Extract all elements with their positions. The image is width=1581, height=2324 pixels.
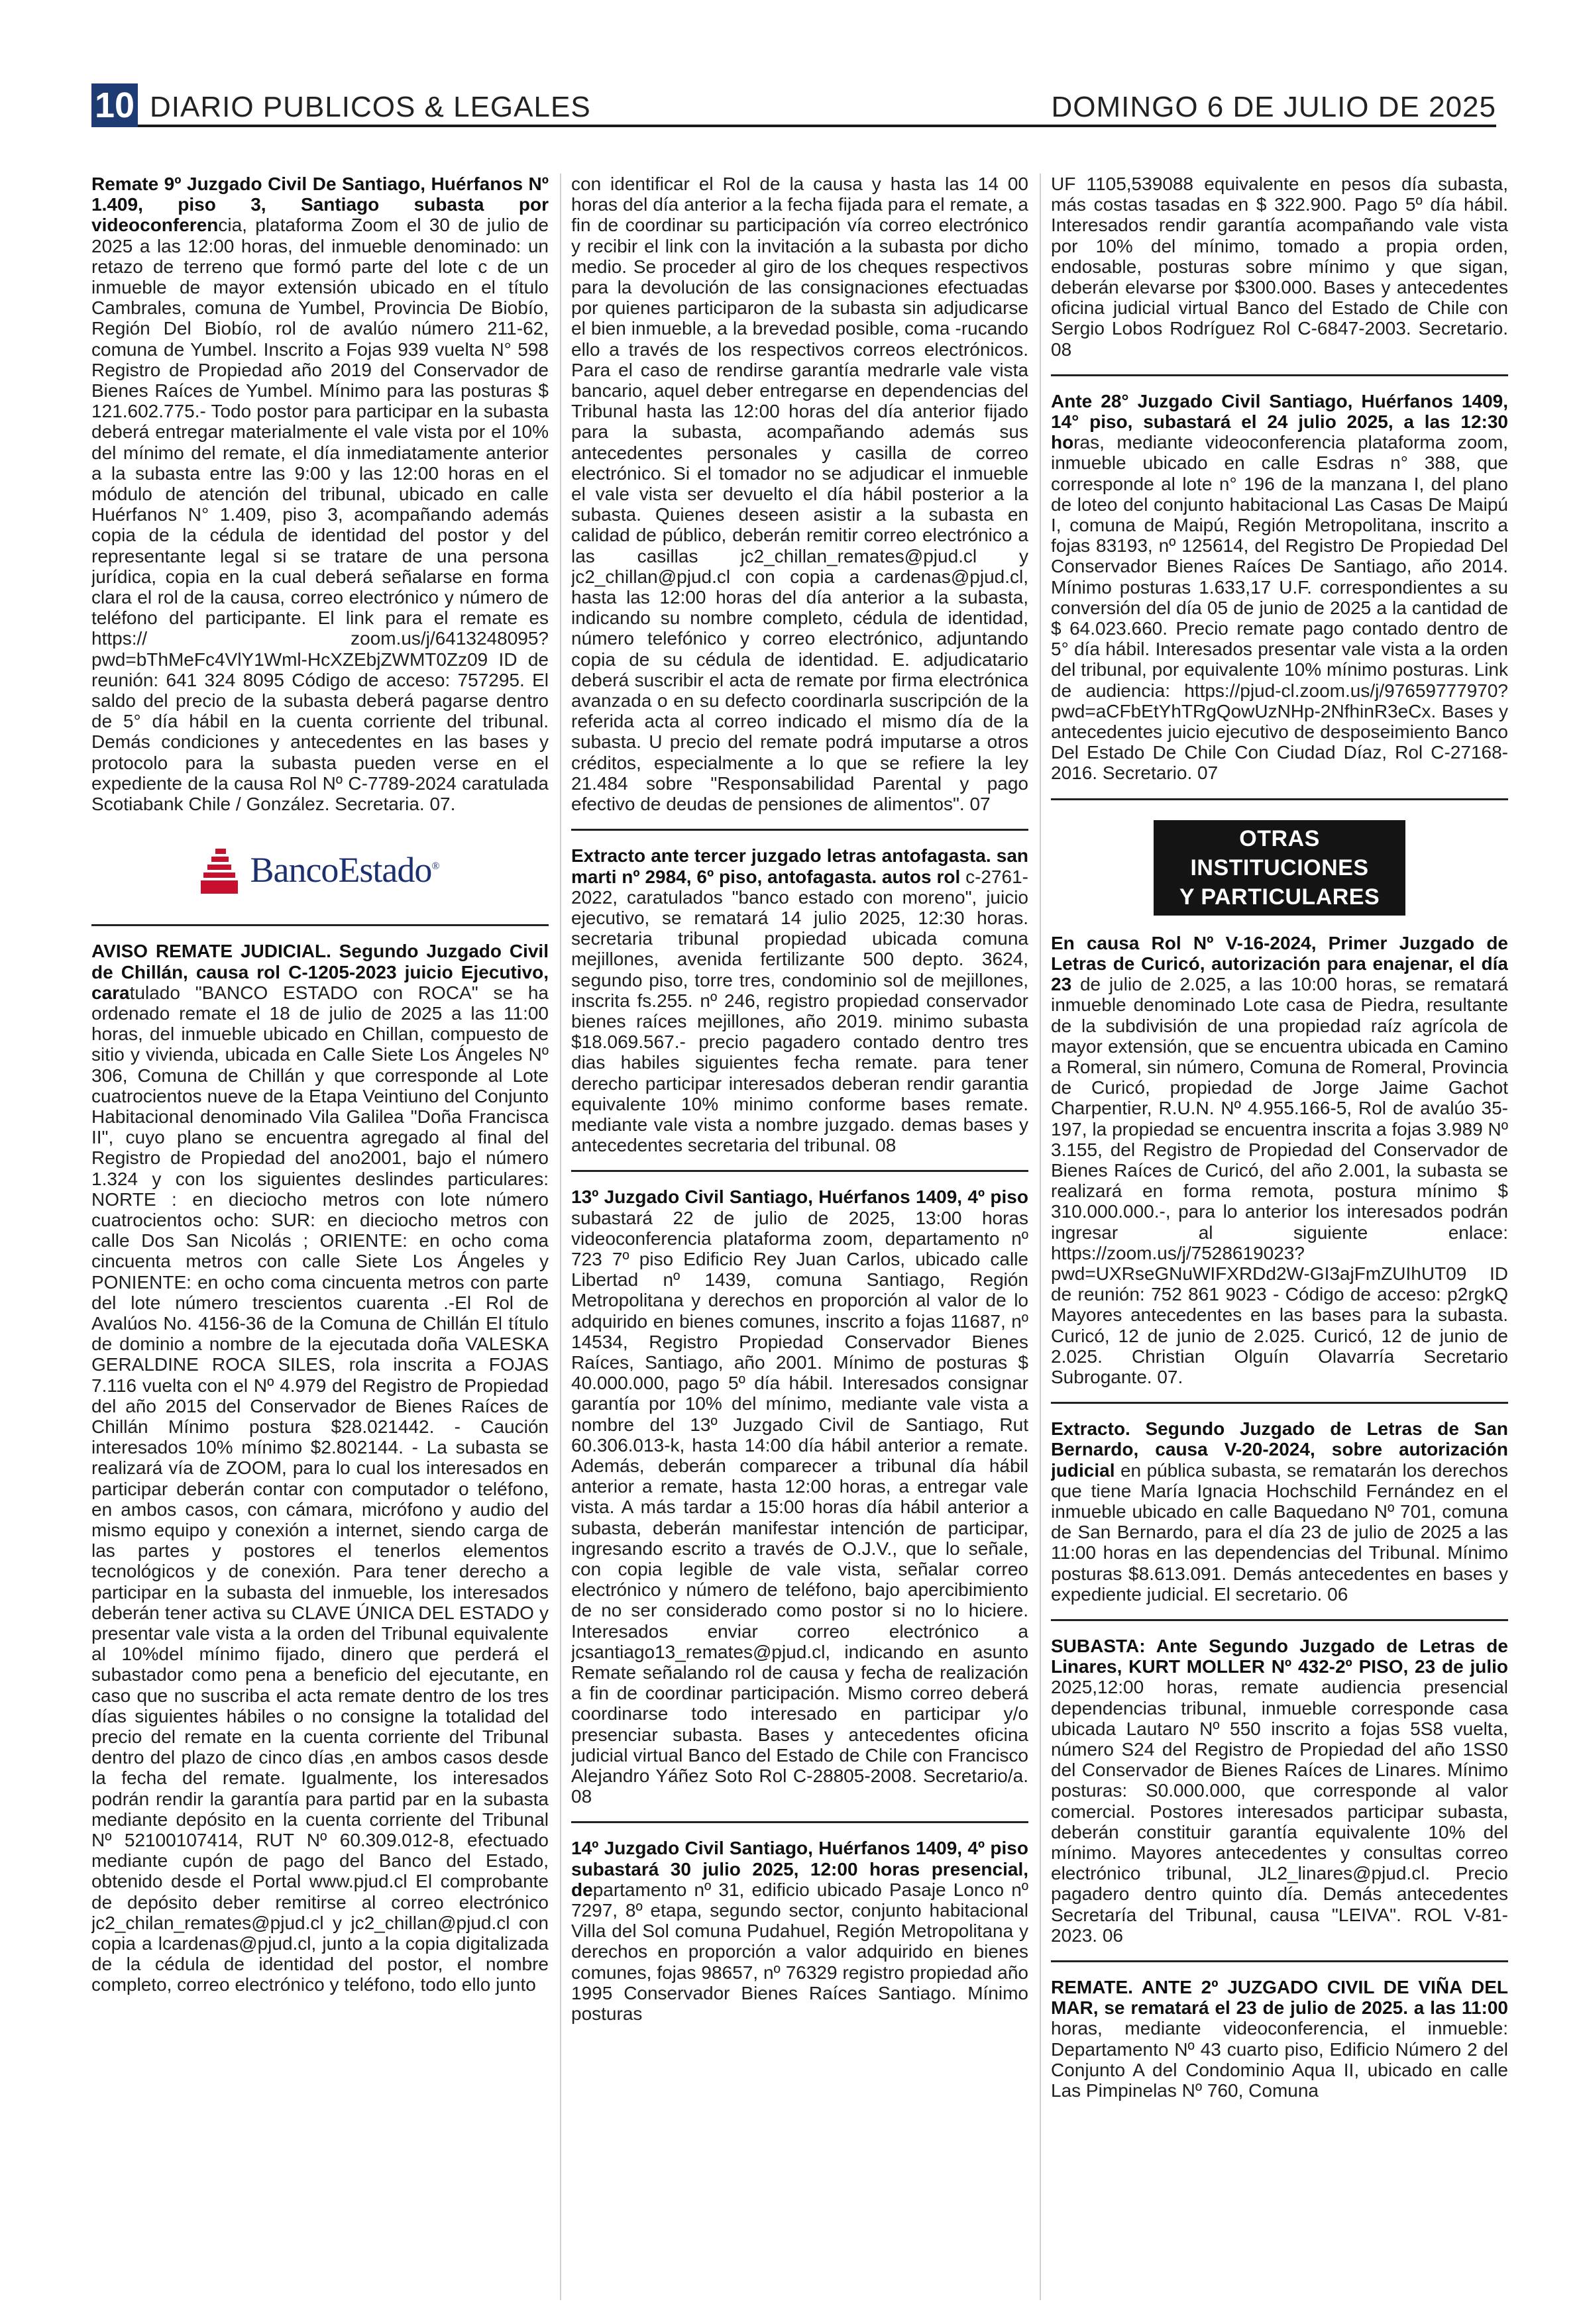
column-divider: [560, 174, 561, 2300]
notice-separator: [1051, 1619, 1508, 1621]
legal-notice: [571, 1838, 1028, 2024]
notice-body: ras, mediante videoconferencia plataforma zoom, inmueble ubicado en calle Esdras n° 388, que corresponde al lote n° 196 de la manzana I, del plano de loteo del conjunto habitacional Las Casas De Maipú I, comuna de Maipú, Región Metropolitana, inscrito a fojas 83193, nº 125614, del Registro De Propiedad Del Conservador Bienes Raíces De Santiago, año 2014. Mínimo posturas 1.633,17 U.F. correspondientes a su conversión del día 05 de junio de 2025 a la cantidad de $ 64.023.660. Precio remate pago contado dentro de 5° día hábil. Interesados presentar vale vista a la orden del tribunal, por equivalente 10% mínimo posturas. Link de audiencia: https://pjud-cl.zoom.us/j/97659777970?pwd=aCFbEtYhTRgQowUzNHp-2NfhinR3eCx. Bases y antecedentes juicio ejecutivo de desposeimiento Banco Del Estado De Chile Con Ciudad Díaz, Rol C-27168-2016. Secretario. 07: [1051, 432, 1508, 784]
notice-body: 2025,12:00 horas, remate audiencia presencial dependencias tribunal, inmueble corresponde casa ubicada Lautaro Nº 550 inscrito a fojas 5S8 vuelta, número S24 del Registro de Propiedad del año 1SS0 del Conservador de Bienes Raíces de Linares. Mínimo posturas: S0.000.000, que corresponde al valor comercial. Postores interesados participar subasta, deberán constituir garantía equivalente 10% del mínimo. Mayores antecedentes y consultas correo electrónico tribunal, JL2_linares@pjud.cl. Precio pagadero dentro quinto día. Demás antecedentes Secretaría del Tribunal, causa "LEIVA". ROL V-81-2023. 06: [1051, 1677, 1508, 1946]
publication-date: DOMINGO 6 DE JULIO DE 2025: [1051, 91, 1496, 123]
section-banner-line1: OTRAS INSTITUCIONES: [1190, 825, 1369, 880]
notice-body: tulado "BANCO ESTADO con ROCA" se ha ordenado remate el 18 de julio de 2025 a las 11:00 horas, del inmueble ubicado en Chillan, compuesto de sitio y vivienda, ubicada en Calle Siete Los Ángeles Nº 306, Comuna de Chillán y que corresponde al Lote cuatrocientos nueve de la Etapa Veintiuno del Conjunto Habitacional denominado Vila Galilea "Doña Francisca II", cuyo plano se encuentra agregado al final del Registro de Propiedad del ano2001, bajo el número 1.324 y con los siguientes deslindes particulares: NORTE : en dieciocho metros con lote número cuatrocientos ocho: SUR: en dieciocho metros con calle Dos San Nicolás ; ORIENTE: en ocho coma cincuenta metros con calle Siete Los Ángeles y PONIENTE: en ocho coma cincuenta metros con parte del lote número trescientos cuarenta .-El Rol de Avalúos No. 4156-36 de la Comuna de Chillán El título de dominio a nombre de la ejecutada doña VALESKA GERALDINE ROCA SILES, rola inscrita a FOJAS 7.116 vuelta con el Nº 4.979 del Registro de Propiedad del año 2015 del Conservador de Bienes Raíces de Chillán Mínimo postura $28.021442. - Caución interesados 10% mínimo $2.802144. - La subasta se realizará vía de ZOOM, para lo cual los interesados en participar deberán contar con computador o teléfono, en ambos casos, con cámara, micrófono y audio del mismo equipo y conexión a internet, siendo carga de las partes y postores el tenerlos elementos tecnológicos y de conexión. Para tener derecho a participar en la subasta del inmueble, los interesados deberán tener activa su CLAVE ÚNICA DEL ESTADO y presentar vale vista a la orden del Tribunal equivalente al 10%del mínimo fijado, dinero que perderá el subastador como pena a beneficio del ejecutante, en caso que no suscriba el acta remate dentro de los tres días siguientes hábiles o no consigne la totalidad del precio del remate en la cuenta corriente del Tribunal dentro del plazo de cinco días ,en ambos casos desde la fecha del remate. Igualmente, los interesados podrán rendir la garantía para partid par en la subasta mediante depósito en la cuenta corriente del Tribunal Nº 52100107414, RUT Nº 60.309.012-8, efectuado mediante cupón de pago del Banco del Estado, obtenido desde el Portal www.pjud.cl El comprobante de depósito deber remitirse al correo electrónico jc2_chilan_remates@pjud.cl y jc2_chillan@pjud.cl con copia a lcardenas@pjud.cl, junto a la copia digitalizada de la cédula de identidad del postor, el nombre completo, correo electrónico y teléfono, todo ello junto: [91, 982, 549, 1995]
notice-lead: Ante 28° Juzgado Civil Santiago, Huérfanos 1409, 14° piso, subastará el 24 julio 2025, a las 12:30 ho: [1051, 390, 1508, 453]
notice-body: c-2761-2022, caratulados "banco estado con moreno", juicio ejecutivo, se rematará 14 julio 2025, 12:30 horas. secretaria tribunal propiedad ubicada comuna mejillones, avenida fertilizante 500 depto. 3624, segundo piso, torre tres, condominio sol de mejillones, inscrita fs.255. nº 246, registro propiedad conservador bienes raíces mejillones, año 2019. minimo subasta $18.069.567.- precio pagadero contado dentro tres dias habiles siguientes fecha remate. para tener derecho participar interesados deberan rendir garantia equivalente 10% minimo conforme bases remate. mediante vale vista a nombre juzgado. demas bases y antecedentes secretaria del tribunal. 08: [571, 866, 1028, 1156]
page-number: 10: [91, 83, 138, 127]
bancoestado-mark-icon: [201, 846, 238, 894]
legal-notice: [91, 941, 549, 1995]
legal-notice: [1051, 391, 1508, 784]
page-header: [91, 83, 1496, 131]
section-banner: [1154, 820, 1405, 916]
notice-separator: [1051, 798, 1508, 800]
registered-mark: ®: [431, 861, 439, 872]
notice-lead: 13º Juzgado Civil Santiago, Huérfanos 1409, 4º piso: [571, 1187, 1028, 1208]
notice-separator: [571, 1821, 1028, 1823]
notice-separator: [571, 829, 1028, 831]
notice-lead: 14º Juzgado Civil Santiago, Huérfanos 1409, 4º piso subastará 30 julio 2025, 12:00 horas presencial, de: [571, 1838, 1028, 1900]
legal-notice: [571, 1187, 1028, 1807]
notice-separator: [1051, 1402, 1508, 1404]
notice-body: partamento nº 31, edificio ubicado Pasaje Lonco nº 7297, 8º etapa, segundo sector, conjunto habitacional Villa del Sol comuna Pudahuel, Región Metropolitana y derechos en proporción a valor adquirido en bienes comunes, fojas 98657, nº 76329 registro propiedad año 1995 Conservador Bienes Raíces Santiago. Mínimo posturas: [571, 1879, 1028, 2025]
notice-lead: Extracto. Segundo Juzgado de Letras de San Bernardo, causa V-20-2024, sobre autorización judicial: [1051, 1418, 1508, 1481]
column-1: [91, 174, 549, 2307]
legal-notice: [571, 845, 1028, 1155]
notice-separator: [1051, 374, 1508, 376]
legal-notice: [1051, 1418, 1508, 1605]
column-2: [571, 174, 1028, 2307]
legal-notice: [1051, 1977, 1508, 2101]
notice-body: cia, plataforma Zoom el 30 de julio de 2025 a las 12:00 horas, del inmueble denominado: un retazo de terreno que formó parte del lote c de un inmueble de mayor extensión ubicado en el título Cambrales, comuna de Yumbel, Provincia De Biobío, Región Del Biobío, rol de avalúo número 211-62, comuna de Yumbel. Inscrito a Fojas 939 vuelta N° 598 Registro de Propiedad año 2019 del Conservador de Bienes Raíces de Yumbel. Mínimo para las posturas $ 121.602.775.- Todo postor para participar en la subasta deberá entregar materialmente el vale vista por el 10% del mínimo del remate, el día inmediatamente anterior a la subasta entre las 9:00 y las 12:00 horas en el módulo de atención del tribunal, ubicado en calle Huérfanos N° 1.409, piso 3, acompañando además copia de la cédula de identidad del postor y del representante legal si se tratare de una persona jurídica, copia en la cual deberá señalarse en forma clara el rol de la causa, correo electrónico y número de teléfono del participante. El link para el remate es https:// zoom.us/j/6413248095?pwd=bThMeFc4VlY1Wml-HcXZEbjZWMT0Zz09 ID de reunión: 641 324 8095 Código de acceso: 757295. El saldo del precio de la subasta deberá pagarse dentro de 5° día hábil en la cuenta corriente del tribunal. Demás condiciones y antecedentes en las bases y protocolo para la subasta pueden verse en el expediente de la causa Rol Nº C-7789-2024 caratulada Scotiabank Chile / González. Secretaria. 07.: [91, 215, 549, 815]
notice-lead: Extracto ante tercer juzgado letras antofagasta. san marti nº 2984, 6º piso, antofagasta. autos rol: [571, 845, 1028, 887]
publication-name: DIARIO PUBLICOS & LEGALES: [150, 91, 591, 123]
notice-separator: [1051, 1960, 1508, 1962]
logo-brand-text: BancoEstado: [250, 850, 432, 890]
legal-notice: [91, 174, 549, 814]
notice-lead: REMATE. ANTE 2º JUZGADO CIVIL DE VIÑA DEL MAR, se rematará el 23 de julio de 2025. a las 11:00: [1051, 1977, 1508, 2019]
legal-notice-continued: UF 1105,539088 equivalente en pesos día subasta, más costas tasadas en $ 322.900. Pago 5º día hábil. Interesados rendir garantía acompañando vale vista por 10% del mínimo, tomado a propia orden, endosable, posturas sobre mínimo y que sigan, deberán elevarse por $300.000. Bases y antecedentes oficina judicial virtual Banco del Estado de Chile con Sergio Lobos Rodríguez Rol C-6847-2003. Secretario. 08: [1051, 174, 1508, 360]
notice-lead: SUBASTA: Ante Segundo Juzgado de Letras de Linares, KURT MOLLER Nº 432-2º PISO, 23 de julio: [1051, 1635, 1508, 1677]
column-3: [1051, 174, 1508, 2307]
notice-body: horas, mediante videoconferencia, el inmueble: Departamento Nº 43 cuarto piso, Edificio Número 2 del Conjunto A del Condominio Aqua II, ubicado en calle Las Pimpinelas Nº 760, Comuna: [1051, 2018, 1508, 2101]
notice-lead: Remate 9º Juzgado Civil De Santiago, Huérfanos Nº 1.409, piso 3, Santiago subasta por videoconferen: [91, 174, 549, 236]
notice-separator: [91, 924, 549, 926]
notice-separator: [571, 1170, 1028, 1172]
section-banner-line2: Y PARTICULARES: [1179, 884, 1380, 910]
notice-lead: En causa Rol Nº V-16-2024, Primer Juzgado de Letras de Curicó, autorización para enajenar, el día 23: [1051, 932, 1508, 995]
legal-notice-continued: con identificar el Rol de la causa y hasta las 14 00 horas del día anterior a la fecha fijada para el remate, a fin de coordinar su participación vía correo electrónico y recibir el link con la invitación a la subasta por dicho medio. Se proceder al giro de los cheques respectivos para la devolución de las consignaciones efectuadas por quienes participaron de la subasta sin adjudicarse el bien inmueble, a la brevedad posible, coma -rucando ello a través de los respectivos correos electrónicos. Para el caso de rendirse garantía medrarle vale vista bancario, aquel deber entregarse en dependencias del Tribunal hasta las 12:00 horas del día anterior fijado para la subasta, acompañando además sus antecedentes personales y casilla de correo electrónico. Si el tomador no se adjudicar el inmueble el vale vista ser devuelto el día hábil posterior a la subasta. Quienes deseen asistir a la subasta en calidad de público, deberán remitir correo electrónico a las casillas jc2_chillan_remates@pjud.cl y jc2_chillan@pjud.cl con copia a cardenas@pjud.cl, hasta las 12:00 horas del día anterior a la subasta, indicando su nombre completo, cédula de identidad, número telefónico y correo electrónico, adjuntando copia de su cédula de identidad. E. adjudicatario deberá suscribir el acta de remate por firma electrónica avanzada o en su defecto coordinarla suscripción de la referida acta al correo indicado el mismo día de la subasta. U precio del remate podrá imputarse a otros créditos, especialmente a lo que se refiere la ley 21.484 sobre "Responsabilidad Parental y pago efectivo de deudas de pensiones de alimentos". 07: [571, 174, 1028, 815]
notice-body: subastará 22 de julio de 2025, 13:00 horas videoconferencia plataforma zoom, departamento nº 723 7º piso Edificio Rey Juan Carlos, ubicado calle Libertad nº 1439, comuna Santiago, Región Metropolitana y derechos en proporción al valor de lo adquirido en bienes comunes, inscrito a fojas 11687, nº 14534, Registro Propiedad Conservador Bienes Raíces, Santiago, año 2001. Mínimo de posturas $ 40.000.000, pago 5º día hábil. Interesados consignar garantía por 10% del mínimo, mediante vale vista a nombre del 13º Juzgado Civil de Santiago, Rut 60.306.013-k, hasta 14:00 día hábil anterior a remate. Además, deberán comparecer a tribunal día hábil anterior a remate, hasta 12:00 horas, a entregar vale vista. A más tardar a 15:00 horas día hábil anterior a subasta, deberán manifestar intención de participar, ingresando escrito a través de O.J.V., que lo señale, con copia legible de vale vista, señalar correo electrónico y número de teléfono, bajo apercibimiento de no ser considerado como postor si no lo hiciere. Interesados enviar correo electrónico a jcsantiago13_remates@pjud.cl, indicando en asunto Remate señalando rol de causa y fecha de realización a fin de coordinar participación. Mismo correo deberá coordinarse todo interesado en participar y/o presenciar subasta. Bases y antecedentes oficina judicial virtual Banco del Estado de Chile con Francisco Alejandro Yáñez Soto Rol C-28805-2008. Secretario/a. 08: [571, 1207, 1028, 1807]
legal-notice: [1051, 933, 1508, 1387]
header-rule: [138, 125, 1496, 127]
bancoestado-logo: [91, 830, 549, 910]
notice-body: de julio de 2.025, a las 10:00 horas, se rematará inmueble denominado Lote casa de Piedra, resultante de la subdivisión de una propiedad raíz agrícola de mayor extensión, que se encuentra ubicada en Camino a Romeral, sin número, Comuna de Romeral, Provincia de Curicó, propiedad de Jorge Jaime Gachot Charpentier, R.U.N. Nº 4.955.166-5, Rol de avalúo 35-197, la propiedad se encuentra inscrita a fojas 3.989 Nº 3.155, del Registro de Propiedad del Conservador de Bienes Raíces de Curicó, del año 2.001, la subasta se realizará en forma remota, postura mínimo $ 310.000.000.-, para lo anterior los interesados podrán ingresar al siguiente enlace: https://zoom.us/j/7528619023?pwd=UXRseGNuWIFXRDd2W-GI3ajFmZUIhUT09 ID de reunión: 752 861 9023 - Código de acceso: p2rgkQ Mayores antecedentes en las bases para la subasta. Curicó, 12 de junio de 2.025. Curicó, 12 de junio de 2.025. Christian Olguín Olavarría Secretario Subrogante. 07.: [1051, 974, 1508, 1387]
notice-body: en pública subasta, se rematarán los derechos que tiene María Ignacia Hochschild Fernández en el inmueble ubicado en calle Baquedano Nº 701, comuna de San Bernardo, para el día 23 de julio de 2025 a las 11:00 horas en las dependencias del Tribunal. Mínimo posturas $8.613.091. Demás antecedentes en bases y expediente judicial. El secretario. 06: [1051, 1459, 1508, 1605]
legal-notice: [1051, 1636, 1508, 1946]
column-divider: [1040, 174, 1041, 2300]
notice-lead: AVISO REMATE JUDICIAL. Segundo Juzgado Civil de Chillán, causa rol C-1205-2023 juicio Ejecutivo, cara: [91, 941, 549, 1003]
